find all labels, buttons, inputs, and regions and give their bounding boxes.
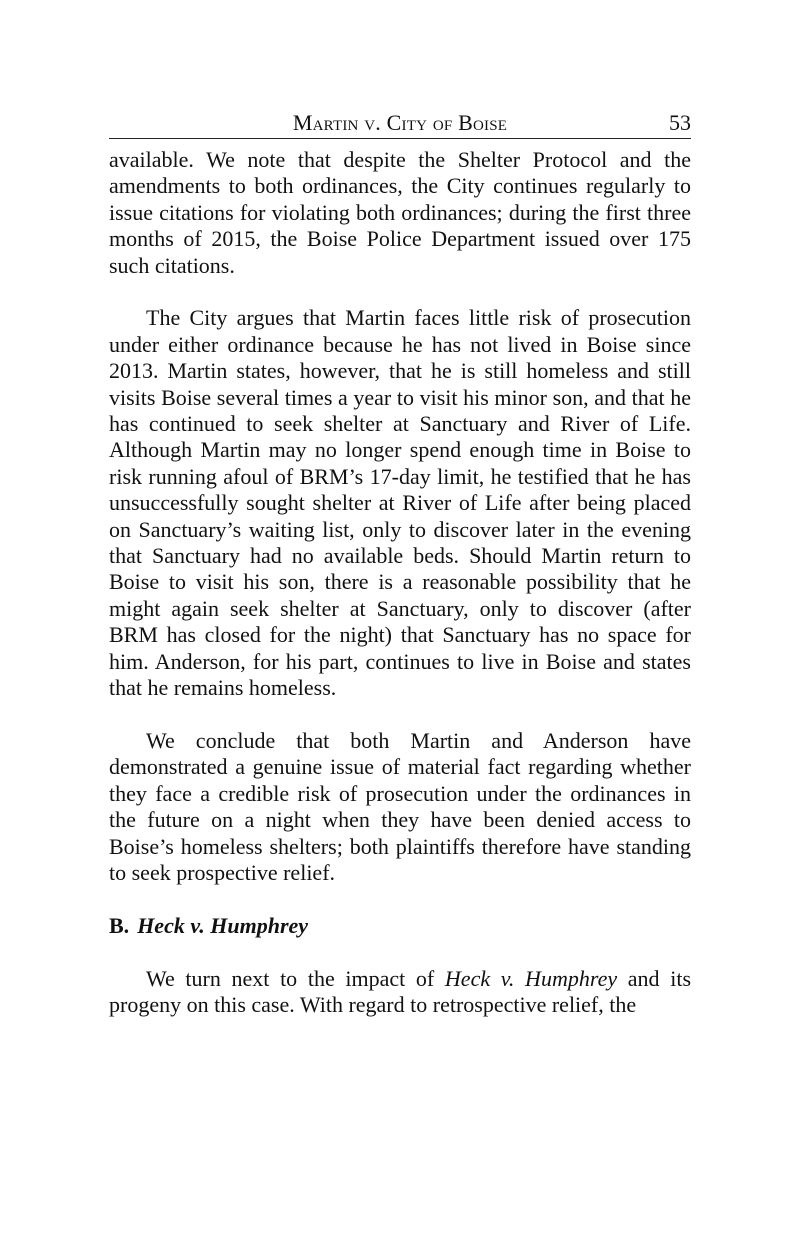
paragraph-2: The City argues that Martin faces little risk of prosecution under either ordinance because he has not lived in Boise since 2013. Martin states, however, that he is still homeless and still visits Boise several times a year to visit his minor son, and that he has continued to seek shelter at Sanctuary and River of Life. Although Martin may no longer spend enough time in Boise to risk running afoul of BRM’s 17-day limit, he testified that he has unsuccessfully sought shelter at River of Life after being placed on Sanctuary’s waiting list, only to discover later in the evening that Sanctuary had no available beds. Should Martin return to Boise to visit his son, there is a reasonable possibility that he might again seek shelter at Sanctuary, only to discover (after BRM has closed for the night) that Sanctuary has no space for him. Anderson, for his part, continues to live in Boise and states that he remains homeless. (109, 305, 691, 701)
running-title: Martin v. City of Boise (292, 110, 508, 135)
page-number: 53 (669, 110, 691, 135)
section-title: Heck v. Humphrey (137, 912, 309, 938)
case-citation: Heck v. Humphrey (444, 965, 618, 991)
paragraph-4 (109, 966, 691, 1019)
section-heading (109, 913, 691, 939)
document-page (109, 108, 691, 1018)
paragraph-4-lead: We turn next to the impact of (146, 965, 445, 991)
section-label: B. (109, 912, 130, 938)
body-text (109, 147, 691, 1018)
paragraph-3: We conclude that both Martin and Anderson have demonstrated a genuine issue of material fact regarding whether they face a credible risk of prosecution under the ordinances in the future on a night when they have been denied access to Boise’s homeless shelters; both plaintiffs therefore have standing to seek prospective relief. (109, 727, 691, 885)
running-header (109, 108, 691, 139)
paragraph-4-rest: and its progeny on this case. With regard to retrospective relief, the (109, 965, 692, 1017)
paragraph-1: available. We note that despite the Shelter Protocol and the amendments to both ordinances, the City continues regularly to issue citations for violating both ordinances; during the first three months of 2015, the Boise Police Department issued over 175 such citations. (109, 147, 691, 278)
